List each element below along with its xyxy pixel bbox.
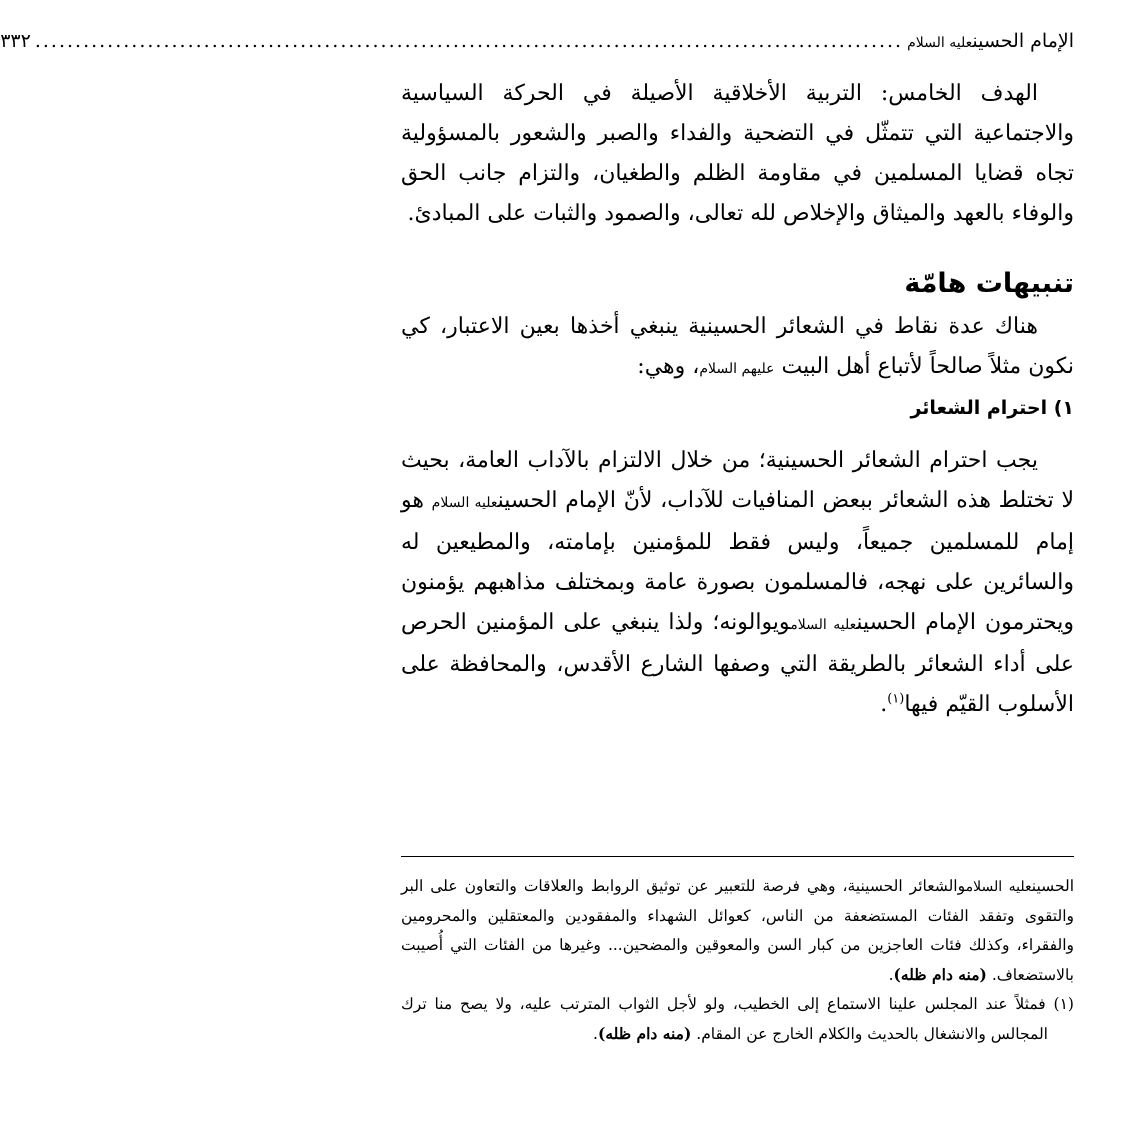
footnote-end: . <box>888 966 894 984</box>
footnote-source: (منه دام ظله) <box>597 1024 692 1043</box>
honorific-mark: عليهم السلام <box>699 361 775 377</box>
footnote-end: . <box>593 1025 598 1043</box>
running-header <box>0 30 1074 60</box>
respect-text-1: يجب احترام الشعائر الحسينية؛ من خلال الالتزام بالآداب العامة، بحيث لا تختلط هذه الشعائر ببعض المنافيات للآداب، لأنّ الإمام الحسين <box>401 448 1074 513</box>
footnote-source: (منه دام ظله) <box>893 965 987 984</box>
footnote-rule <box>401 856 1074 857</box>
respect-text-2: هو إمام للمسلمين جميعاً، وليس فقط للمؤمنين بإمامته، والمطيعين له والسائرين على نهجه، فالمسلمون بصورة عامة وبمختلف مذاهبهم يؤمنون ويحترمون الإمام الحسين <box>401 488 1074 635</box>
footnote-reference[interactable]: (١) <box>887 691 905 707</box>
footnote-continued-text-1: الحسين <box>1031 877 1074 895</box>
running-header-title <box>907 30 1074 52</box>
goal-five-paragraph: الهدف الخامس: التربية الأخلاقية الأصيلة في الحركة السياسية والاجتماعية التي تتمثّل في التضحية والفداء والصبر والشعور بالمسؤولية تجاه قضايا المسلمين في مقاومة الظلم والطغيان، والتزام جانب الحق والوفاء بالعهد والميثاق والإخلاص لله تعالى، والصمود والثبات على المبادئ. <box>401 81 1074 226</box>
leader-dots: ............................................................................................................ <box>34 30 904 52</box>
honorific-mark: عليه السلام <box>790 617 857 633</box>
honorific-mark: عليه السلام <box>431 495 498 511</box>
subsection-heading: ١) احترام الشعائر <box>910 397 1074 419</box>
main-text <box>401 74 1074 725</box>
footnote-continued-text-2: والشعائر الحسينية، وهي فرصة للتعبير عن توثيق الروابط والعلاقات والتعاون على البر والتقوى وتفقد الفئات المستضعفة من الناس، كعوائل الشهداء والمفقودين والمعتقلين والمحرومين والفقراء، وكذلك فئات العاجزين من كبار السن والمعوقين والمضحين... وغيرها من الفئات التي أُصيبت بالاستضعاف. <box>401 877 1074 984</box>
footnote-1-text: فمثلاً عند المجلس علينا الاستماع إلى الخطيب، ولو لأجل الثواب المترتب عليه، ولا يصح منا ترك المجالس والانشغال بالحديث والكلام الخارج عن المقام. <box>401 995 1048 1043</box>
intro-text: هناك عدة نقاط في الشعائر الحسينية ينبغي أخذها بعين الاعتبار، كي نكون مثلاً صالحاً لأتباع أهل البيت <box>401 314 1074 379</box>
footnote-1 <box>401 990 1074 1049</box>
section-heading: تنبيهات هامّة <box>904 268 1074 299</box>
running-header-title-text: الإمام الحسين <box>972 30 1074 52</box>
intro-text-end: ، وهي: <box>637 354 700 379</box>
respect-paragraph <box>401 441 1074 725</box>
footnote-number: (١) <box>1053 995 1074 1013</box>
respect-text-3: ويوالونه؛ ولذا ينبغي على المؤمنين الحرص على أداء الشعائر بالطريقة التي وصفها الشارع الأقدس، والمحافظة على الأسلوب القيّم فيها <box>401 610 1074 717</box>
honorific-mark: عليه السلام <box>965 879 1032 895</box>
page-number: ٣٣٢ <box>0 30 31 52</box>
intro-paragraph <box>401 307 1074 389</box>
honorific-mark: عليه السلام <box>907 35 973 51</box>
footnotes <box>401 872 1074 1049</box>
footnote-continued <box>401 872 1074 990</box>
respect-text-end: . <box>880 692 888 717</box>
